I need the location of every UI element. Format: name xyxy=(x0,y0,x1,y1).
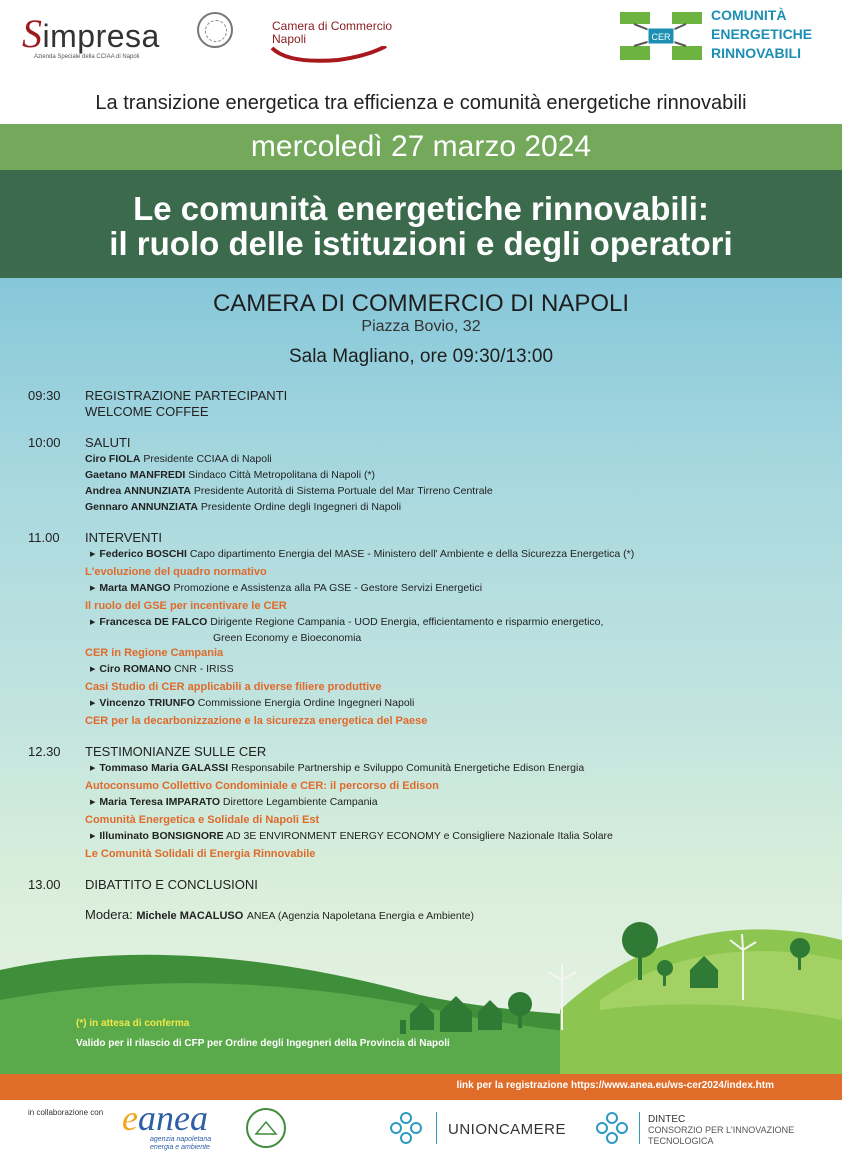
talk-topic: Le Comunità Solidali di Energia Rinnovabile xyxy=(85,848,316,860)
simpresa-logo-initial: S xyxy=(22,11,43,56)
speaker-role: AD 3E ENVIRONMENT ENERGY ECONOMY e Consigliere Nazionale Italia Solare xyxy=(226,830,613,842)
program-time: 11.00 xyxy=(28,530,60,545)
talk-topic: CER in Regione Campania xyxy=(85,647,224,659)
event-title-line1: Le comunità energetiche rinnovabili: xyxy=(133,190,709,227)
divider xyxy=(639,1112,640,1144)
speaker-role: Responsabile Partnership e Sviluppo Comunità Energetiche Edison Energia xyxy=(231,762,585,774)
event-title xyxy=(0,170,842,278)
speaker-row xyxy=(90,546,828,564)
speaker-name: Gaetano MANFREDI xyxy=(85,469,186,481)
event-date: mercoledì 27 marzo 2024 xyxy=(0,124,842,170)
speaker-row xyxy=(90,614,828,632)
speaker-row xyxy=(85,451,828,467)
collaboration-label: in collaborazione con xyxy=(28,1108,104,1117)
dintec-name: DINTEC xyxy=(648,1114,686,1125)
moderator-name: Michele MACALUSO xyxy=(136,910,244,922)
anea-logo-e: e xyxy=(122,1098,138,1138)
program-heading: INTERVENTI xyxy=(85,530,163,545)
talk-topic: Casi Studio di CER applicabili a diverse filiere produttive xyxy=(85,681,382,693)
program-time: 09:30 xyxy=(28,388,61,403)
camera-commercio-logo xyxy=(272,20,392,46)
ordine-ingegneri-logo-icon xyxy=(246,1108,286,1148)
speaker-role: Dirigente Regione Campania - UOD Energia, efficientamento e risparmio energetico, xyxy=(210,616,604,628)
anea-logo-sub2: energia e ambiente xyxy=(150,1144,210,1151)
talk-topic: Comunità Energetica e Solidale di Napoli Est xyxy=(85,814,320,826)
speaker-role: Promozione e Assistenza alla PA GSE - Gestore Servizi Energetici xyxy=(173,582,483,594)
event-subtitle: La transizione energetica tra efficienza e comunità energetiche rinnovabili xyxy=(95,92,747,114)
simpresa-logo xyxy=(22,10,160,60)
speaker-row xyxy=(90,828,828,846)
dintec-line2: TECNOLOGICA xyxy=(648,1136,714,1146)
speaker-name: Vincenzo TRIUNFO xyxy=(99,697,195,709)
simpresa-logo-text: impresa xyxy=(42,18,160,54)
speaker-row xyxy=(90,661,828,679)
dintec-icon xyxy=(592,1110,632,1146)
dintec-logo xyxy=(648,1114,794,1147)
cc-logo-line1: Camera di Commercio xyxy=(272,19,393,33)
cer-title xyxy=(711,6,812,63)
speaker-role: Capo dipartimento Energia del MASE - Ministero dell' Ambiente e della Sicurezza Energetica (*) xyxy=(189,548,635,560)
registration-link[interactable]: link per la registrazione https://www.anea.eu/ws-cer2024/index.htm xyxy=(456,1080,774,1091)
speaker-row xyxy=(90,580,828,598)
cer-title-line2: ENERGETICHE xyxy=(711,26,813,42)
speaker-row xyxy=(85,499,828,515)
talk-topic: Autoconsumo Collettivo Condominiale e CER: il percorso di Edison xyxy=(85,780,439,792)
speaker-name: Illuminato BONSIGNORE xyxy=(99,830,224,842)
program-block-interventi xyxy=(28,530,828,729)
speaker-role: Presidente CCIAA di Napoli xyxy=(143,453,272,465)
venue-name: CAMERA DI COMMERCIO DI NAPOLI xyxy=(212,290,630,317)
anea-logo-sub1: agenzia napoletana xyxy=(150,1136,212,1143)
cfp-validity-note: Valido per il rilascio di CFP per Ordine degli Ingegneri della Provincia di Napoli xyxy=(76,1038,450,1049)
talk-topic: CER per la decarbonizzazione e la sicurezza energetica del Paese xyxy=(85,715,428,727)
talk-topic: L'evoluzione del quadro normativo xyxy=(85,566,267,578)
program-time: 12.30 xyxy=(28,744,61,759)
program-time: 10:00 xyxy=(28,435,61,450)
speaker-name: Ciro ROMANO xyxy=(99,663,172,675)
speaker-row xyxy=(85,467,828,483)
speaker-name: Francesca DE FALCO xyxy=(99,616,208,628)
program-block-registration xyxy=(28,388,828,420)
speaker-name: Marta MANGO xyxy=(99,582,171,594)
cer-title-line3: RINNOVABILI xyxy=(711,45,801,61)
program-block-testimonianze xyxy=(28,744,828,862)
anea-logo xyxy=(122,1100,211,1152)
speaker-name: Tommaso Maria GALASSI xyxy=(99,762,229,774)
moderator-label: Modera: xyxy=(85,907,133,922)
swoosh-icon xyxy=(268,46,388,64)
event-title-line2: il ruolo delle istituzioni e degli operatori xyxy=(109,225,733,262)
speaker-name: Gennaro ANNUNZIATA xyxy=(85,501,198,513)
speaker-role-continued: Green Economy e Bioeconomia xyxy=(213,632,362,644)
speaker-role: Presidente Autorità di Sistema Portuale del Mar Tirreno Centrale xyxy=(193,485,493,497)
moderator-role: ANEA (Agenzia Napoletana Energia e Ambiente) xyxy=(246,910,474,922)
cer-logo-icon xyxy=(616,6,706,66)
unioncamere-logo: UNIONCAMERE xyxy=(448,1121,567,1138)
talk-topic: Il ruolo del GSE per incentivare le CER xyxy=(85,600,287,612)
confirmation-note: (*) in attesa di conferma xyxy=(76,1018,190,1029)
speaker-name: Federico BOSCHI xyxy=(99,548,187,560)
anea-logo-text: anea xyxy=(137,1098,208,1138)
program-heading: DIBATTITO E CONCLUSIONI xyxy=(85,877,258,892)
program-time: 13.00 xyxy=(28,877,61,892)
simpresa-logo-sub: Azienda Speciale della CCIAA di Napoli xyxy=(34,54,140,60)
speaker-role: Direttore Legambiente Campania xyxy=(222,796,378,808)
unioncamere-icon xyxy=(386,1110,426,1146)
speaker-row xyxy=(90,794,828,812)
venue-address: Piazza Bovio, 32 xyxy=(361,318,481,335)
speaker-name: Ciro FIOLA xyxy=(85,453,141,465)
moderator-row xyxy=(85,907,828,924)
speaker-role: Sindaco Città Metropolitana di Napoli (*) xyxy=(188,469,376,481)
seal-icon xyxy=(197,12,233,48)
speaker-row xyxy=(85,483,828,499)
program-heading: WELCOME COFFEE xyxy=(85,404,209,419)
speaker-name: Andrea ANNUNZIATA xyxy=(85,485,191,497)
speaker-role: Commissione Energia Ordine Ingegneri Napoli xyxy=(197,697,415,709)
divider xyxy=(436,1112,437,1144)
speaker-name: Maria Teresa IMPARATO xyxy=(99,796,220,808)
program-block-saluti xyxy=(28,435,828,515)
program-heading: SALUTI xyxy=(85,435,131,450)
speaker-row xyxy=(90,760,828,778)
speaker-row xyxy=(90,695,828,713)
cer-title-line1: COMUNITÀ xyxy=(711,7,787,23)
cer-badge: CER xyxy=(651,32,671,42)
speaker-role: CNR - IRISS xyxy=(174,663,234,675)
dintec-line1: CONSORZIO PER L'INNOVAZIONE xyxy=(648,1125,795,1135)
venue-room-time: Sala Magliano, ore 09:30/13:00 xyxy=(288,346,554,367)
program xyxy=(28,388,828,939)
program-heading: REGISTRAZIONE PARTECIPANTI xyxy=(85,388,288,403)
program-block-conclusioni xyxy=(28,877,828,924)
speaker-role: Presidente Ordine degli Ingegneri di Napoli xyxy=(200,501,402,513)
cc-logo-line2: Napoli xyxy=(272,32,307,46)
program-heading: TESTIMONIANZE SULLE CER xyxy=(85,744,267,759)
